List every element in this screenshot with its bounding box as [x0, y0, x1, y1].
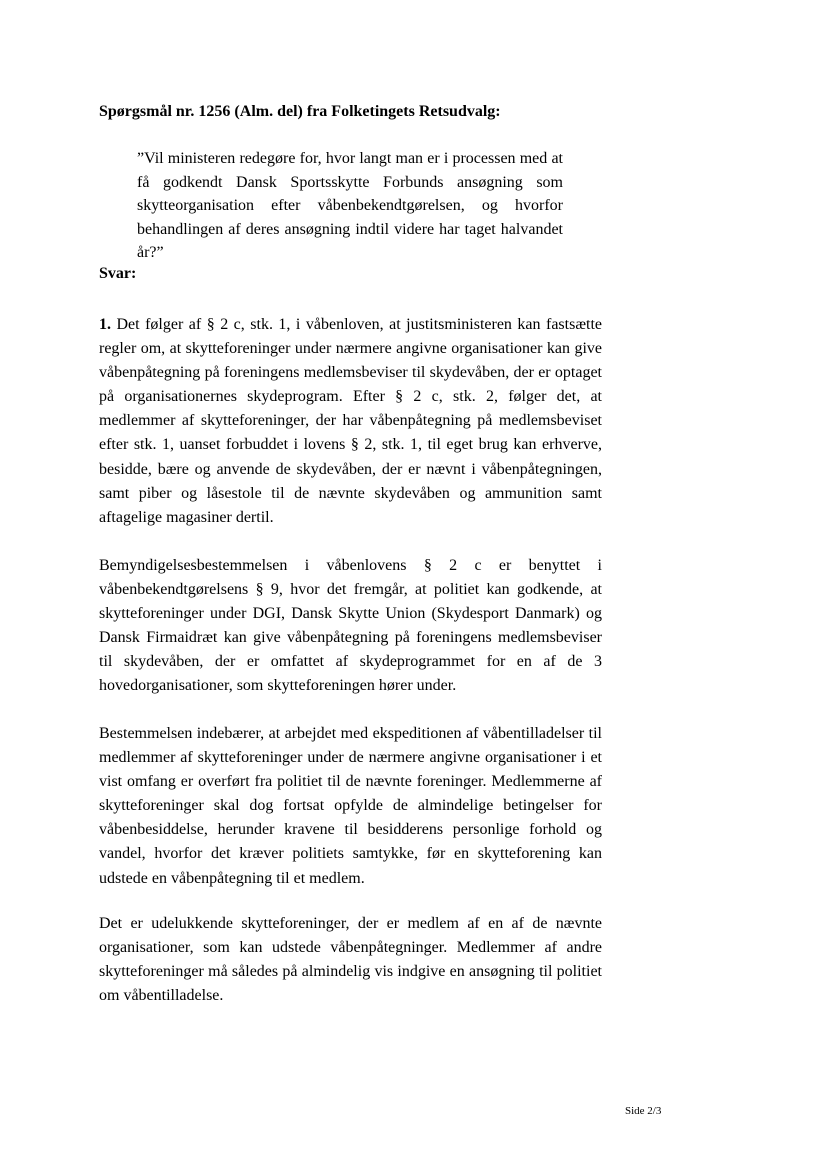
answer-paragraph-1 [99, 313, 602, 530]
question-quote: ”Vil ministeren redegøre for, hvor langt man er i processen med at få godkendt Dansk Sportsskytte Forbunds ansøgning som skytteorganisation efter våbenbekendtgørelsen, og hvorfor behandlingen af deres ansøgning indtil videre har taget halvandet år?” [137, 150, 563, 261]
page-number: Side 2/3 [625, 1105, 662, 1117]
answer-paragraph-4: Det er udelukkende skytteforeninger, der er medlem af en af de nævnte organisationer, som kan udstede våbenpåtegninger. Medlemmer af andre skytteforeninger må således på almindelig vis indgive en ansøgning til politiet om våbentilladelse. [99, 915, 602, 1005]
page-title: Spørgsmål nr. 1256 (Alm. del) fra Folketingets Retsudvalg: [99, 103, 501, 120]
paragraph-number: 1. [99, 316, 111, 333]
answer-paragraph-3: Bestemmelsen indebærer, at arbejdet med ekspeditionen af våbentilladelser til medlemmer af skytteforeninger under de nærmere angivne organisationer i et vist omfang er overført fra politiet til de nævnte foreninger. Medlemmerne af skytteforeninger skal dog fortsat opfylde de almindelige betingelser for våbenbesiddelse, herunder kravene til besidderens personlige forhold og vandel, hvorfor det kræver politiets samtykke, før en skytteforening kan udstede en våbenpåtegning til et medlem. [99, 725, 602, 887]
answer-heading: Svar: [99, 265, 137, 282]
answer-paragraph-2: Bemyndigelsesbestemmelsen i våbenlovens § 2 c er benyttet i våbenbekendtgørelsens § 9, hvor det fremgår, at politiet kan godkende, at skytteforeninger under DGI, Dansk Skytte Union (Skydesport Danmark) og Dansk Firmaidræt kan give våbenpåtegning på foreningens medlemsbeviser til skydevåben, der er omfattet af skydeprogrammet for en af de 3 hovedorganisationer, som skytteforeningen hører under. [99, 557, 602, 695]
paragraph-text: Det følger af § 2 c, stk. 1, i våbenloven, at justitsministeren kan fastsætte regler om, at skytteforeninger under nærmere angivne organisationer kan give våbenpåtegning på foreningens medlemsbeviser til skydevåben, der er optaget på organisationernes skydeprogram. Efter § 2 c, stk. 2, følger det, at medlemmer af skytteforeninger, der har våbenpåtegning på medlemsbeviset efter stk. 1, uanset forbuddet i lovens § 2, stk. 1, til eget brug kan erhverve, besidde, bære og anvende de skydevåben, der er nævnt i våbenpåtegningen, samt piber og låsestole til de nævnte skydevåben og ammunition samt aftagelige magasiner dertil. [99, 316, 602, 526]
